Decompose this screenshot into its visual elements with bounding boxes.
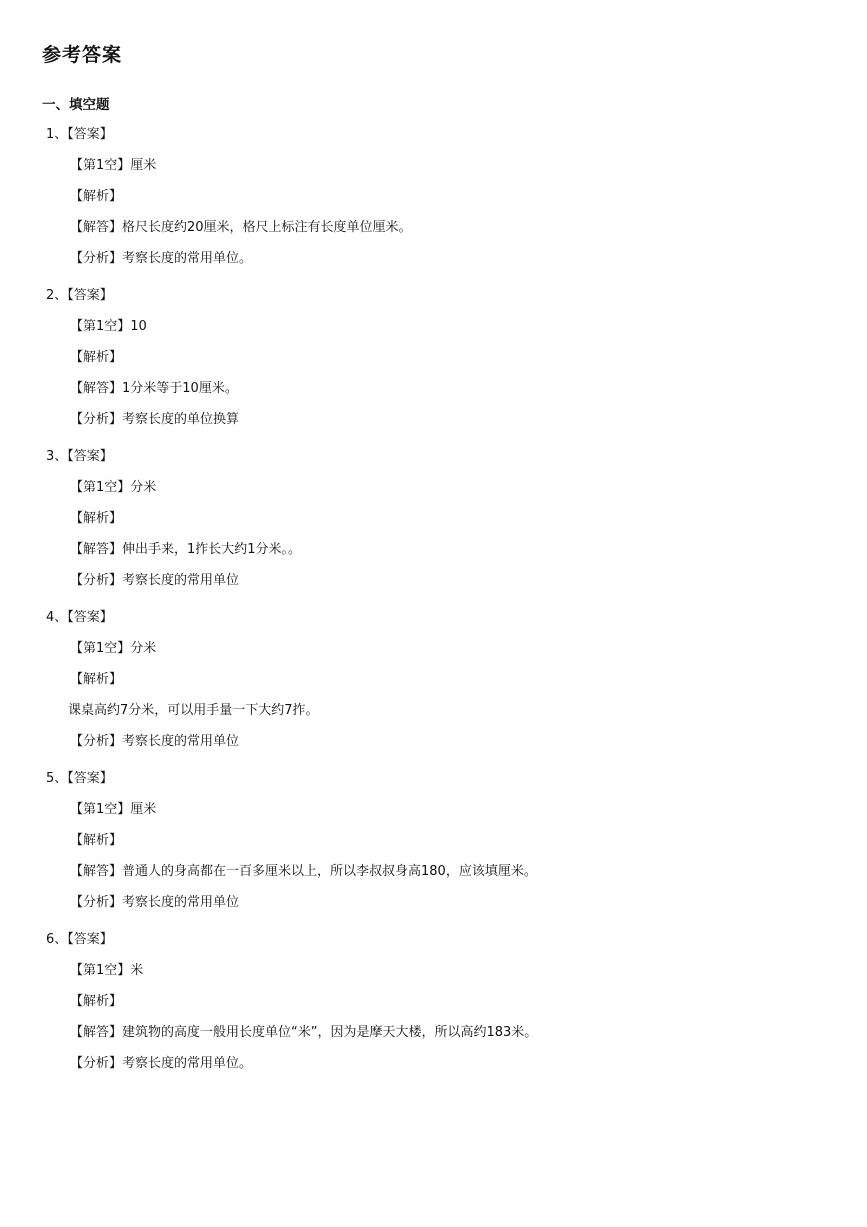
- blank-answer: 【第1空】厘米: [70, 158, 157, 173]
- question-number: 1、【答案】: [46, 127, 113, 142]
- question-number: 4、【答案】: [46, 610, 113, 625]
- explanation-label: 【解析】: [70, 511, 123, 526]
- explanation-label: 【解析】: [70, 994, 123, 1009]
- explanation-label: 【解析】: [70, 350, 123, 365]
- blank-answer: 【第1空】分米: [70, 641, 157, 656]
- solution-text: 【解答】1分米等于10厘米。: [70, 381, 238, 396]
- explanation-label: 【解析】: [70, 672, 123, 687]
- blank-answer: 【第1空】10: [70, 319, 147, 334]
- explanation-label: 【解析】: [70, 833, 123, 848]
- blank-answer: 【第1空】分米: [70, 480, 157, 495]
- section-heading: 一、填空题: [42, 97, 110, 113]
- solution-text: 【解答】建筑物的高度一般用长度单位“米”，因为是摩天大楼，所以高约183米。: [70, 1025, 538, 1040]
- solution-text: 课桌高约7分米，可以用手量一下大约7拃。: [68, 703, 319, 718]
- analysis-text: 【分析】考察长度的常用单位: [70, 895, 240, 910]
- analysis-text: 【分析】考察长度的单位换算: [70, 412, 240, 427]
- blank-answer: 【第1空】厘米: [70, 802, 157, 817]
- page-title: 参考答案: [42, 44, 123, 66]
- solution-text: 【解答】普通人的身高都在一百多厘米以上，所以李叔叔身高180，应该填厘米。: [70, 864, 537, 879]
- analysis-text: 【分析】考察长度的常用单位。: [70, 251, 253, 266]
- analysis-text: 【分析】考察长度的常用单位: [70, 573, 240, 588]
- question-number: 5、【答案】: [46, 771, 113, 786]
- explanation-label: 【解析】: [70, 189, 123, 204]
- analysis-text: 【分析】考察长度的常用单位: [70, 734, 240, 749]
- solution-text: 【解答】格尺长度约20厘米，格尺上标注有长度单位厘米。: [70, 220, 412, 235]
- question-number: 6、【答案】: [46, 932, 113, 947]
- question-number: 2、【答案】: [46, 288, 113, 303]
- question-number: 3、【答案】: [46, 449, 113, 464]
- analysis-text: 【分析】考察长度的常用单位。: [70, 1056, 253, 1071]
- solution-text: 【解答】伸出手来，1拃长大约1分米。。: [70, 542, 302, 557]
- blank-answer: 【第1空】米: [70, 963, 144, 978]
